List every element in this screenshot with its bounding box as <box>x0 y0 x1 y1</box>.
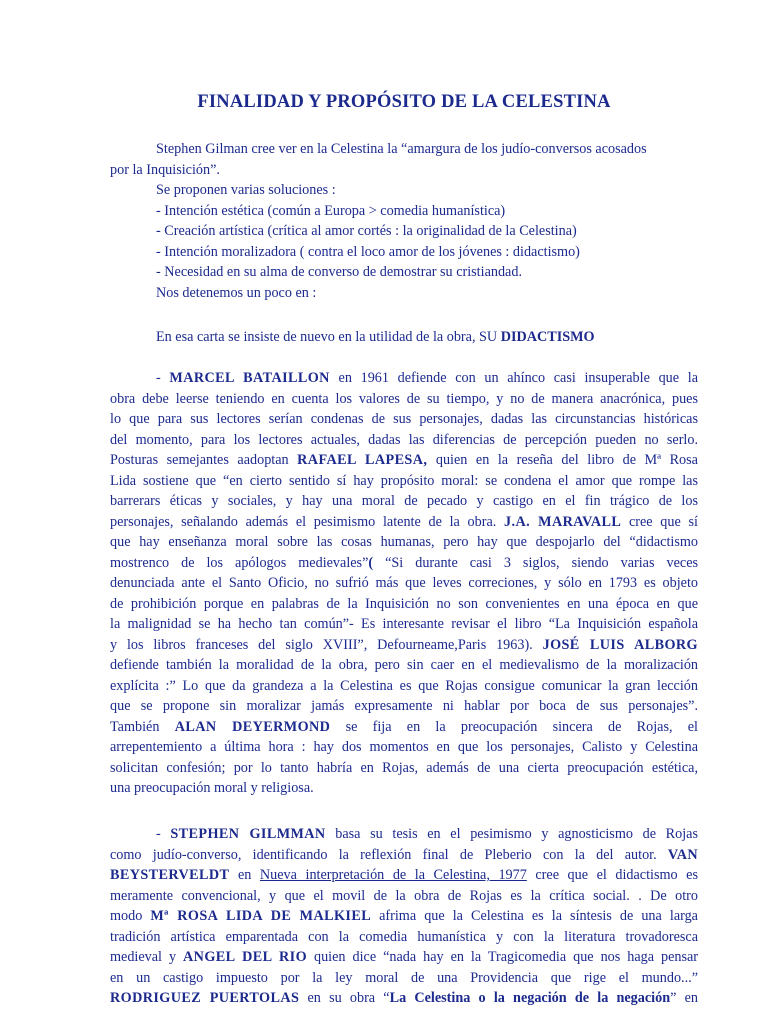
author-name: RAFAEL LAPESA, <box>297 452 428 468</box>
intro-line: Stephen Gilman cree ver en la Celestina la “amargura de los judío-conversos acosados <box>156 141 647 157</box>
paragraph-line: como judío-converso, identificando la reflexión final de Pleberio con la del autor. VAN <box>110 846 698 863</box>
list-item: - Intención moralizadora ( contra el loco amor de los jóvenes : didactismo) <box>156 243 580 260</box>
intro-line: Nos detenemos un poco en : <box>156 284 317 301</box>
paragraph-line: BEYSTERVELDT en Nueva interpretación de la Celestina, 1977 cree que el didactismo es <box>110 867 698 883</box>
carta-line <box>110 327 698 348</box>
book-title-link: Nueva interpretación de la Celestina, 1977 <box>259 867 527 883</box>
author-name: JOSÉ LUIS ALBORG <box>542 636 698 653</box>
paragraph-line: de prohibición porque en palabras de la Inquisición no son convenientes en una época en que <box>110 595 698 612</box>
paragraph-line: obra debe leerse teniendo en cuenta los valores de su tiempo, y no de manera anacrónica, pues <box>110 390 698 407</box>
list-item: - Creación artística (crítica al amor cortés : la originalidad de la Celestina) <box>156 223 577 239</box>
carta-text: En esa carta se insiste de nuevo en la utilidad de la obra, SU <box>156 329 501 345</box>
intro-line: por la Inquisición”. <box>110 161 220 178</box>
author-name: STEPHEN GILMMAN <box>170 826 326 842</box>
paragraph-line: explícita :” Lo que da grandeza a la Celestina es que Rojas consigue comunicar la gran lección <box>110 677 698 694</box>
author-name: MARCEL BATAILLON <box>169 370 330 386</box>
paragraph-line: en un castigo impuesto por la ley moral de una Providencia que rige el mundo...” <box>110 969 698 986</box>
paragraph-line: modo Mª ROSA LIDA DE MALKIEL afrima que la Celestina es la síntesis de una larga <box>110 908 698 924</box>
paragraph-line: - MARCEL BATAILLON en 1961 defiende con un ahínco casi insuperable que la <box>156 370 698 386</box>
paragraph-line: Posturas semejantes aadoptan RAFAEL LAPESA, quien en la reseña del libro de Mª Rosa <box>110 452 698 468</box>
list-item: - Intención estética (común a Europa > comedia humanística) <box>156 202 506 219</box>
paragraph-line: medieval y ANGEL DEL RIO quien dice “nada hay en la Tragicomedia que nos haga pensar <box>110 949 698 965</box>
paragraph-line: lo que para sus lectores serían condenas de sus personajes, dadas las circunstancias históricas <box>110 411 698 427</box>
paragraph-line: tradición artística emparentada con la comedia humanística y con la literatura trovadoresca <box>110 928 698 945</box>
author-name: ALAN DEYERMOND <box>174 718 331 735</box>
author-name: VAN <box>667 846 698 863</box>
paragraph-line: defiende también la moralidad de la obra, pero sin caer en el medievalismo de la moralización <box>110 657 698 673</box>
critics-paragraph-1 <box>110 368 698 799</box>
didactismo-keyword: DIDACTISMO <box>500 329 595 345</box>
paragraph-line: RODRIGUEZ PUERTOLAS en su obra “La Celestina o la negación de la negación” en <box>110 990 698 1006</box>
paragraph-line: Lida sostiene que “en cierto sentido sí hay propósito moral: se condena el amor que rompe las <box>110 472 698 489</box>
paragraph-line: la malignidad se ha hecho tan común”- Es interesante revisar el libro “La Inquisición española <box>110 616 698 632</box>
paragraph-line: barrerars éticas y sociales, y hay una moral de pecado y castigo en el fin trágico de los <box>110 493 698 509</box>
author-name: RODRIGUEZ PUERTOLAS <box>110 990 300 1006</box>
critics-paragraph-2 <box>110 824 698 1009</box>
paragraph-line: arrepentemiento a última hora : hay dos momentos en que los personajes, Calisto y Celestina <box>110 739 698 755</box>
list-item: - Necesidad en su alma de converso de demostrar su cristiandad. <box>156 264 522 280</box>
document-title: FINALIDAD Y PROPÓSITO DE LA CELESTINA <box>197 92 611 112</box>
paragraph-line: meramente convencional, y que el movil de la obra de Rojas es la crítica social. . De otro <box>110 887 698 904</box>
paragraph-line: personajes, señalando además el pesimismo latente de la obra. J.A. MARAVALL cree que sí <box>110 513 698 530</box>
paragraph-line: y los libros franceses del siglo XVIII”, Defourneame,Paris 1963). JOSÉ LUIS ALBORG <box>110 636 698 653</box>
book-title: La Celestina o la negación de la negación <box>389 990 671 1006</box>
paragraph-line: denunciada ante el Santo Oficio, no sufrió más que leves correciones, y sólo en 1793 es objeto <box>110 575 698 591</box>
paragraph-line: solicitan confesión; por lo tanto habría en Rojas, además de una cierta preocupación estética, <box>110 759 698 776</box>
paragraph-line: del momento, para los lectores actuales, dadas las diferencias de percepción pueden no serlo. <box>110 431 698 448</box>
intro-line: Se proponen varias soluciones : <box>156 182 336 198</box>
author-name: J.A. MARAVALL <box>504 513 622 530</box>
paragraph-line: También ALAN DEYERMOND se fija en la preocupación sincera de Rojas, el <box>110 718 698 735</box>
author-name: ANGEL DEL RIO <box>183 949 308 965</box>
paragraph-line: - STEPHEN GILMMAN basa su tesis en el pesimismo y agnosticismo de Rojas <box>156 826 698 842</box>
intro-section <box>110 139 698 303</box>
paragraph-line: una preocupación moral y religiosa. <box>110 780 314 796</box>
carta-paragraph <box>110 327 698 348</box>
author-name: BEYSTERVELDT <box>110 867 230 883</box>
paragraph-line: que hay enseñanza moral sobre las cosas humanas, pero hay que despojarlo del “didactismo <box>110 534 698 550</box>
paragraph-line: que se propone sin moralizar jamás expresamente ni hablar por boca de sus personajes”. <box>110 698 698 714</box>
author-name: Mª ROSA LIDA DE MALKIEL <box>150 908 372 924</box>
paragraph-line: mostrenco de los apólogos medievales”( “Si durante casi 3 siglos, siendo varias veces <box>110 554 698 571</box>
